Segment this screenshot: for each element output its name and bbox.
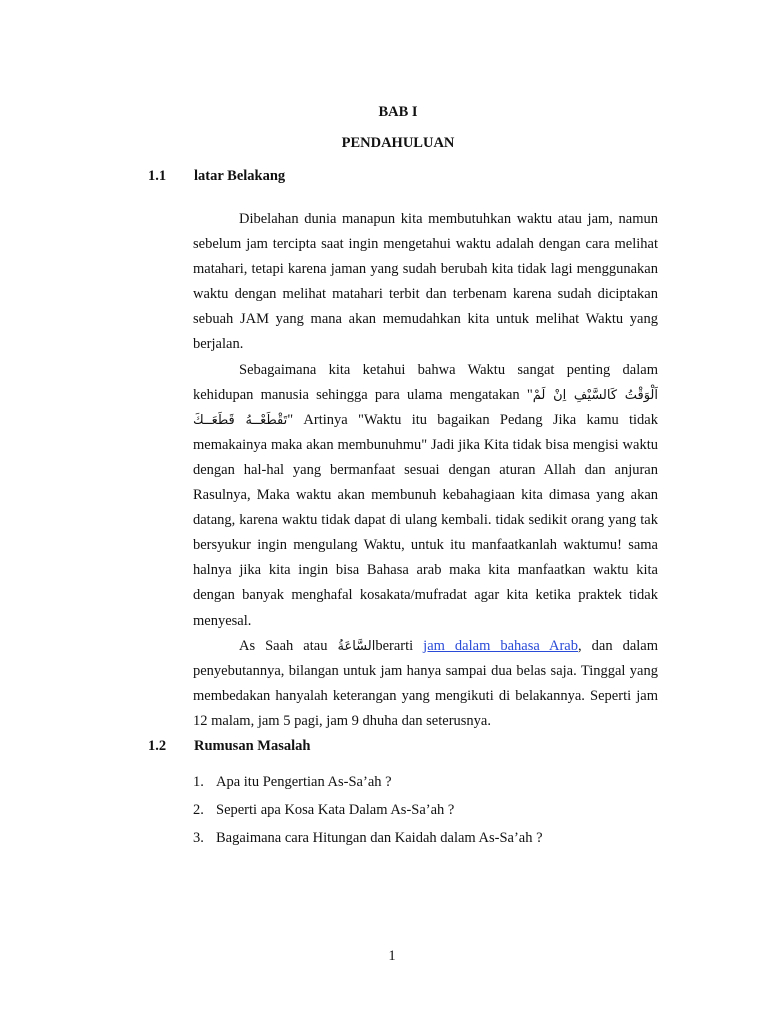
background-section-body (193, 207, 658, 734)
paragraph-3 (193, 634, 658, 734)
paragraph-3-text: As Saah atau (239, 637, 338, 654)
section-title: latar Belakang (194, 168, 286, 184)
arabic-word: السَّاعَةُ (337, 638, 376, 654)
paragraph-2-text-cont: " Artinya "Waktu itu bagaikan Pedang Jika kamu tidak memakainya maka akan membunuhmu" Jadi jika Kita tidak bisa mengisi waktu dengan hal-hal yang bermanfaat sesuai dengan aturan Allah dan anjuran Rasulnya, Maka waktu akan membunuh kebahagiaan kita dimasa yang akan datang, karena waktu tidak dapat di ulang kembali. tidak sedikit orang yang tak bersyukur ingin mengulang Waktu, untuk itu manfaatkanlah waktumu! sama halnya jika kita ingin bisa Bahasa arab maka kita manfaatkan waktu kita dengan banyak menghafal kosakata/mufradat agar kita ketika praktek tidak menyesal. (193, 411, 658, 629)
problem-list (193, 768, 543, 852)
paragraph-1: Dibelahan dunia manapun kita membutuhkan waktu atau jam, namun sebelum jam tercipta saat ingin mengetahui waktu adalah dengan cara melihat matahari, tetapi karena jaman yang sudah berubah kita tidak lagi menggunakan waktu dengan melihat matahari terbit dan terbenam karena sudah diciptakan sebuah JAM yang mana akan memudahkan kita untuk melihat Waktu yang berjalan. (193, 211, 658, 353)
chapter-number: BAB I (378, 104, 418, 120)
list-item-text: Apa itu Pengertian As-Sa’ah ? (216, 774, 392, 790)
section-number: 1.1 (148, 168, 167, 184)
list-item-text: Seperti apa Kosa Kata Dalam As-Sa’ah ? (216, 802, 455, 818)
paragraph-2 (193, 358, 658, 634)
list-item-text: Bagaimana cara Hitungan dan Kaidah dalam As-Sa’ah ? (216, 830, 543, 846)
list-item-number: 3. (193, 830, 204, 846)
list-item (193, 796, 543, 824)
section-title: Rumusan Masalah (194, 738, 311, 754)
paragraph-3-text-cont: , dan dalam penyebutannya, bilangan untuk jam hanya sampai dua belas saja. Tinggal yang membedakan hanyalah keterangan yang mengikuti di belakannya. Seperti jam 12 malam, jam 5 pagi, jam 9 dhuha dan seterusnya. (193, 637, 658, 729)
chapter-title: PENDAHULUAN (341, 135, 455, 151)
paragraph-3-text-mid: berarti (375, 637, 424, 654)
page-number: 1 (388, 948, 396, 964)
arabic-quote: اَلْوَقْتُ كَالسَّيْفِ اِنْ لَمْ تَقْطَعْــهُ قَطَعَــكَ (193, 387, 658, 428)
section-number: 1.2 (148, 738, 167, 754)
list-item-number: 1. (193, 774, 204, 790)
list-item (193, 768, 543, 796)
section-heading-1-2 (148, 738, 310, 755)
section-heading-1-1 (148, 168, 285, 185)
list-item (193, 824, 543, 852)
paragraph-2-text: Sebagaimana kita ketahui bahwa Waktu sangat penting dalam kehidupan manusia sehingga para ulama mengatakan " (193, 361, 658, 403)
list-item-number: 2. (193, 802, 204, 818)
link-jam-bahasa-arab[interactable]: jam dalam bahasa Arab (423, 637, 578, 654)
